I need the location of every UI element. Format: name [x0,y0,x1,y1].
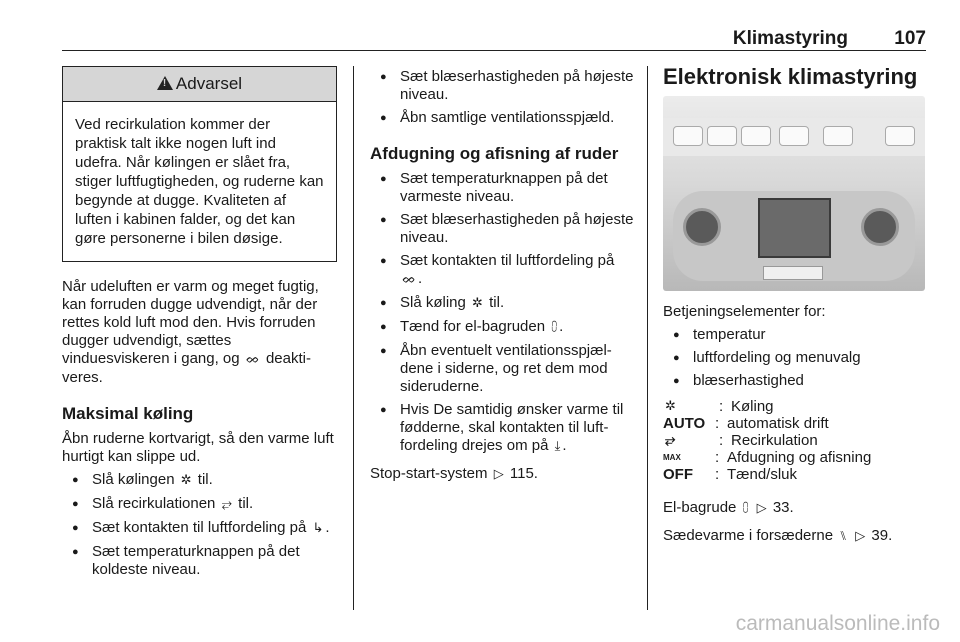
recirculation-icon: ⥂ [665,433,676,448]
legend-description: Tænd/sluk [727,466,798,483]
temperature-knob [683,208,721,246]
legend-description: automatisk drift [727,415,829,432]
paragraph-fog [62,278,340,387]
paragraph-text: Når udeluften er varm og meget fugtig, kan forruden dugge udvendigt, når der rettes kold luft mod den. Hvis forruden dugger udvendigt, sættes vinduesviskeren i gang, og [62,278,319,367]
windscreen-defrost-icon: ᨖ [245,352,260,367]
warning-triangle-icon [157,76,173,90]
list-item: ● Åbn eventuelt ventilationsspjældene i siderne, og ret dem mod sideruderne. [370,342,634,396]
list-item: ● temperatur [663,326,929,344]
column-3 [663,66,929,546]
warning-title: Advarsel [175,74,243,93]
list-item: ● Sæt kontakten til luftfordeling på ᨖ . [370,252,634,289]
rear-window-heating-icon: ⩇ [742,501,749,516]
list-item: ● Slå kølingen ✲ til. [62,471,340,490]
list-item: ● Hvis De samtidig ønsker varme til fødderne, skal kontakten til luftfordeling drejes om på ⤓ . [370,401,634,456]
watermark: carmanualsonline.info [735,612,940,635]
page-number: 107 [894,28,926,49]
legend-description: Køling [731,398,774,415]
seat-heating-icon: ⑊ [839,529,848,544]
vent-face-icon: ↳ [312,521,324,536]
recirculation-icon: ⥂ [221,497,232,512]
paragraph-max-cooling: Åbn ruderne kortvarigt, så den varme luft hurtigt kan slippe ud. [62,430,334,465]
column-divider-1 [353,66,354,610]
panel-button [673,126,703,146]
defrost-max-icon: MAX [663,453,681,462]
panel-button [707,126,737,146]
cross-reference-rear-window: El-bagrude ⩇ ▷ 33. [663,499,794,516]
list-item: ● Sæt blæserhastigheden på højeste niveau. [370,211,634,247]
hazard-button [779,126,809,146]
legend-row: AUTO : automatisk drift [663,415,829,432]
list-item: ● Tænd for el-bagruden ⩇ . [370,318,634,337]
legend-symbol: AUTO [663,415,706,432]
header-rule [62,50,926,51]
page-header [62,26,926,52]
panel-button [741,126,771,146]
legend-symbol: OFF [663,466,693,483]
page-reference-arrow-icon: ▷ [855,529,866,544]
snowflake-icon: ✲ [180,473,192,488]
panel-button [885,126,915,146]
panel-distribution-strip [763,266,823,280]
list-item: ● Sæt temperaturknappen på det varmeste niveau. [370,170,634,206]
snowflake-icon: ✲ [665,399,676,414]
column-2 [370,66,634,484]
bullet-list-continued [370,68,634,127]
legend-description: Afdugning og afisning [727,449,872,466]
cross-reference-stop-start: Stop-start-system ▷ 115. [370,465,538,482]
rear-window-heating-icon: ⩇ [551,320,558,335]
list-item: ● Sæt kontakten til luftfordeling på ↳ . [62,519,340,538]
paragraph-text: deaktiveres. [62,350,311,386]
cross-reference-seat-heating: Sædevarme i forsæderne ⑊ ▷ 39. [663,527,893,544]
panel-display [758,198,831,258]
section-title: Klimastyring [732,28,848,49]
list-item: ● Sæt temperaturknappen på det koldeste niveau. [62,543,340,579]
warning-text: Ved recirkulation kommer der praktisk talt ikke nogen luft ind udefra. Når kølingen er slået fra, stiger luftfugtigheden, og ruderne kan begynde at dugge. Kvaliteten af luften i kabinen falder, og det kan gøre personerne i bilen døsige. [75,116,324,247]
list-item: ● Sæt blæserhastigheden på højeste niveau. [370,68,634,104]
warning-header [63,67,336,102]
bullet-list-cooling [62,471,340,579]
controls-intro: Betjeningselementer for: [663,303,826,320]
climate-control-panel-image [663,96,925,291]
list-item: ● Slå køling ✲ til. [370,294,634,313]
panel-button [823,126,853,146]
bullet-list-defrost [370,170,634,456]
legend-row: ✲ : Køling [665,398,774,415]
list-item: ● Åbn samtlige ventilationsspjæld. [370,109,634,127]
page-reference-arrow-icon: ▷ [493,467,504,482]
legend-row: MAX : Afdugning og afisning [663,449,872,466]
list-item: ● blæserhastighed [663,372,929,390]
legend-row: ⥂ : Recirkulation [665,432,818,449]
windscreen-defrost-icon: ᨖ [402,272,416,287]
vent-feet-windscreen-icon: ⤓ [554,439,561,454]
column-divider-2 [647,66,648,610]
heading-defrost: Afdugning og afisning af ruder [370,144,619,163]
legend-description: Recirkulation [731,432,818,449]
page-reference-arrow-icon: ▷ [756,501,767,516]
bullet-list-controls [663,326,929,390]
list-item: ● luftfordeling og menuvalg [663,349,929,367]
fan-knob [861,208,899,246]
heading-electronic-climate: Elektronisk klimastyring [663,64,918,89]
list-item: ● Slå recirkulationen ⥂ til. [62,495,340,514]
snowflake-icon: ✲ [472,296,483,311]
warning-box [62,66,337,262]
symbol-legend [663,398,929,483]
legend-row: OFF : Tænd/sluk [663,466,798,483]
heading-max-cooling: Maksimal køling [62,404,194,423]
column-1 [62,66,340,579]
